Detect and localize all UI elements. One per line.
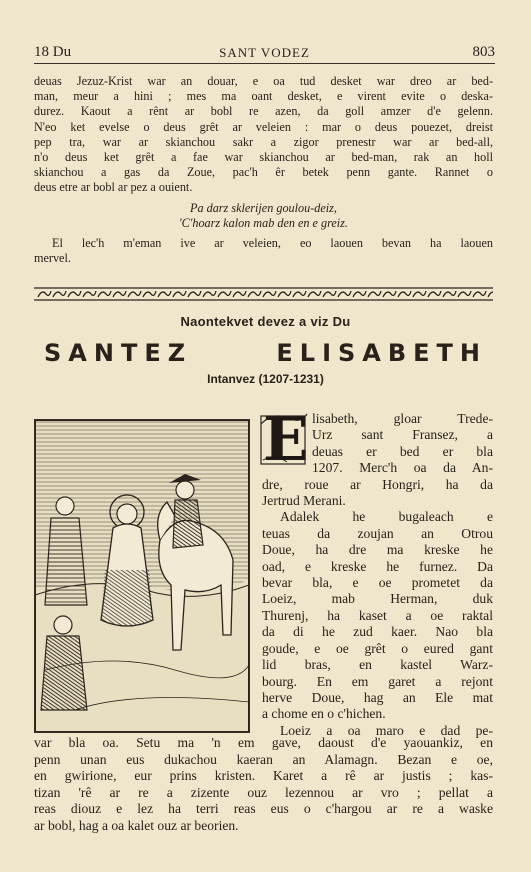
- saint-dates: Intanvez (1207-1231): [207, 372, 324, 386]
- header-rule: [34, 63, 495, 64]
- text-line: oad, e kreske he furnez. Da: [262, 558, 493, 574]
- running-head: [34, 44, 495, 64]
- text-line: Adalek he bugaleach e: [280, 509, 493, 525]
- ornament-band-icon: [34, 287, 493, 301]
- ornament-scroll: [368, 291, 381, 297]
- text-line: goude, e oe grêt o eured gant: [262, 640, 493, 656]
- ornament-scroll: [353, 291, 366, 297]
- ornament-scroll: [308, 291, 321, 297]
- illustration-saint-elisabeth: [34, 419, 250, 733]
- ornament-scroll: [428, 291, 441, 297]
- ornament-scroll: [443, 291, 456, 297]
- woodcut-saint-elisabeth-icon: [35, 420, 249, 732]
- text-line: n'o deus ket grêt a fae war skianchou ar bed-man, rak an holl: [34, 150, 493, 165]
- ornament-scroll: [218, 291, 231, 297]
- ornament-scroll: [248, 291, 261, 297]
- column-text: [262, 405, 493, 739]
- text-line: en gwirione, eur prins kristen. Karet a rê ar justis ; kas-: [34, 768, 493, 784]
- verse-line: Pa darz sklerijen goulou-deiz,: [190, 200, 337, 215]
- text-line: bourg. En em garet a rejont: [262, 673, 493, 689]
- text-line: Doue, ha dre ma kreske he: [262, 542, 493, 558]
- title-word: SANTEZ: [44, 339, 193, 367]
- text-line: dre, roue ar Hongri, ha da: [262, 476, 493, 492]
- text-line: Thurenj, ha kaset a oe raktal: [262, 607, 493, 623]
- ornament-scroll: [188, 291, 201, 297]
- running-head-title: SANT VODEZ: [219, 45, 310, 60]
- ornament-scroll: [158, 291, 171, 297]
- ornament-scroll: [38, 291, 51, 297]
- ornament-scroll: [113, 291, 126, 297]
- text-line: teuas da zoujan an Otrou: [262, 525, 493, 541]
- text-line: da di he zud kaer. Nao bla: [262, 624, 493, 640]
- ornament-scroll: [98, 291, 111, 297]
- ornament-scroll: [473, 291, 486, 297]
- page-number: 803: [472, 44, 495, 60]
- ornament-scroll: [173, 291, 186, 297]
- ornament-scroll: [488, 291, 493, 297]
- bottom-paragraph: [34, 735, 493, 835]
- text-line: El lec'h m'eman ive ar veleien, eo laouen bevan ha laouen: [52, 236, 493, 251]
- text-line: bevar bla, e oe prometet da: [262, 575, 493, 591]
- ornament-scroll: [263, 291, 276, 297]
- ornament-scroll: [143, 291, 156, 297]
- ornament-scroll: [53, 291, 66, 297]
- text-line: 1207. Merc'h oa da An-: [312, 460, 493, 476]
- ornament-scroll: [203, 291, 216, 297]
- ornament-scroll: [233, 291, 246, 297]
- ornament-scroll: [458, 291, 471, 297]
- drop-cap-letter: E: [263, 405, 309, 475]
- text-line: herve Doue, hag an Ele mat: [262, 689, 493, 705]
- text-line: pep tra, war ar skianchou sakr a zigor prenestr war ar bed-all,: [34, 134, 493, 149]
- text-line: skianchou a gas da Zoue, pac'h êr betek penn gante. Rannet o: [34, 165, 493, 180]
- text-line: Loeiz, mab Herman, duk: [262, 591, 493, 607]
- ornament-scroll: [278, 291, 291, 297]
- running-head-date: 18 Du: [34, 44, 72, 60]
- text-line: deuas er bed er bla: [312, 443, 493, 459]
- text-line: lisabeth, gloar Trede-: [312, 411, 493, 426]
- text-line: a chome en o c'hichen.: [262, 706, 386, 722]
- text-line: Urz sant Fransez, a: [312, 427, 493, 443]
- ornament-scroll: [323, 291, 336, 297]
- text-line: N'eo ket evelse o deus grêt ar veleien : mar o deus pouezet, dreist: [34, 119, 493, 134]
- text-line: durez. Kaout a rênt ar bobl re azen, da goll amzer d'e gelenn.: [34, 104, 493, 119]
- ornament-scroll: [83, 291, 96, 297]
- text-line: deus etre ar bobl ar pez a ouient.: [34, 180, 193, 195]
- title-word: ELISABETH: [276, 339, 487, 367]
- text-line: var bla oa. Setu ma 'n em gave, daoust d'e yaouankiz, en: [34, 735, 493, 750]
- verse-line: 'C'hoarz kalon mab den en e greiz.: [179, 215, 348, 230]
- ornament-scroll: [413, 291, 426, 297]
- text-line: reas diouz e lez ha terri reas eus o c'hargou ar re a waske: [34, 801, 493, 817]
- text-line: Jertrud Merani.: [262, 493, 346, 509]
- ornament-scroll: [293, 291, 306, 297]
- ornament-scroll: [338, 291, 351, 297]
- section-subheading: Naontekvet devez a viz Du: [180, 314, 351, 329]
- ornament-scroll: [128, 291, 141, 297]
- text-line: penn unan eus dukachou kaeran an Alamagn. Bezan e oe,: [34, 751, 493, 767]
- ornament-scroll: [383, 291, 396, 297]
- text-line: tizan 'rê ar re a zizente ouz lezennou ar vro ; pellat a: [34, 784, 493, 800]
- ornament-scroll: [398, 291, 411, 297]
- text-line: ar bobl, hag a oa kalet ouz ar beorien.: [34, 817, 239, 833]
- ornamental-border: [34, 287, 493, 301]
- text-line: mervel.: [34, 251, 71, 266]
- text-line: Loeiz a oa maro e dad pe-: [280, 722, 493, 738]
- text-line: deuas Jezuz-Krist war an douar, e oa tud desket war dreo ar bed-: [34, 74, 493, 88]
- ornament-scroll: [68, 291, 81, 297]
- saint-title: [44, 340, 487, 366]
- text-line: lid bras, en kastel Warz-: [262, 657, 493, 673]
- intro-paragraph: [34, 74, 493, 266]
- text-line: man, meur a hini ; mes ma oant desket, e virent evite o deska-: [34, 89, 493, 104]
